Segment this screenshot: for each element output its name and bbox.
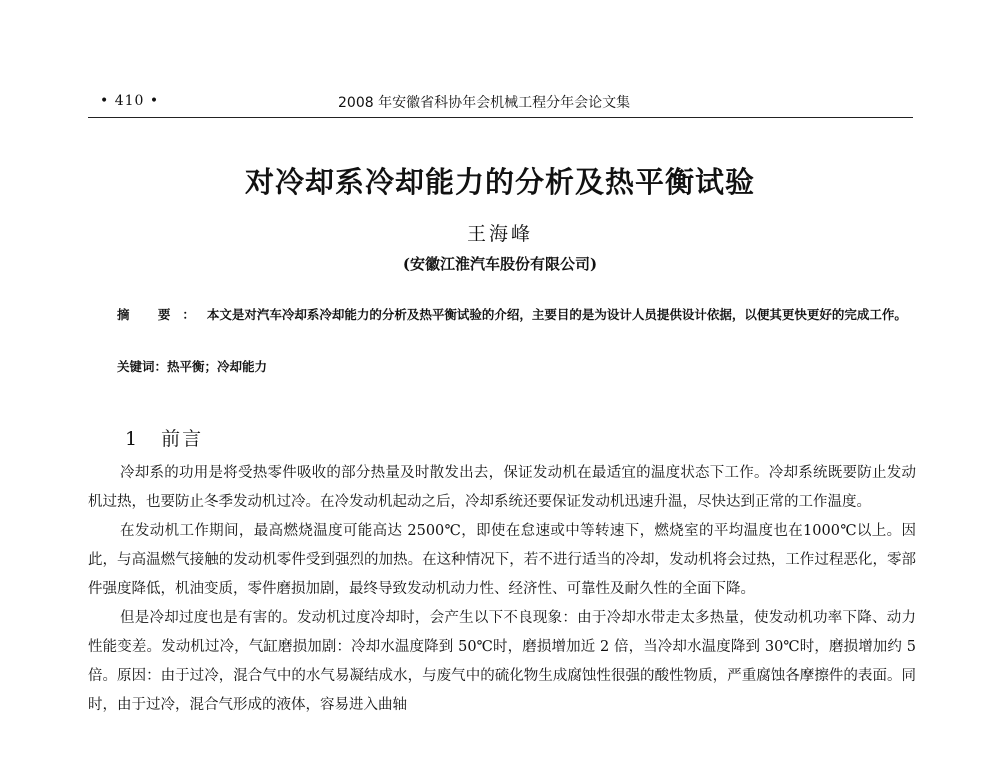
section-heading: [125, 424, 203, 451]
section-title: 前言: [161, 428, 204, 450]
abstract-text: 本文是对汽车冷却系冷却能力的分析及热平衡试验的介绍，主要目的是为设计人员提供设计依据，以便其更快更好的完成工作。: [206, 307, 907, 322]
section-number: 1: [125, 428, 140, 450]
paragraph: 但是冷却过度也是有害的。发动机过度冷却时，会产生以下不良现象：由于冷却水带走太多热量，使发动机功率下降、动力性能变差。发动机过冷，气缸磨损加剧：冷却水温度降到 50℃时，磨损增加近 2 倍，当冷却水温度降到 30℃时，磨损增加约 5 倍。原因：由于过冷，混合气中的水气易凝结成水，与废气中的硫化物生成腐蚀性很强的酸性物质，严重腐蚀各摩擦件的表面。同时，由于过冷，混合气形成的液体，容易进入曲轴: [88, 610, 916, 713]
keywords-text: 热平衡；冷却能力: [167, 359, 268, 374]
keywords: [117, 357, 267, 375]
body-text: [88, 459, 916, 720]
author-affiliation: (安徽江淮汽车股份有限公司): [402, 255, 598, 273]
header-rule: [88, 117, 913, 118]
paper-title: 对冷却系冷却能力的分析及热平衡试验: [244, 165, 755, 199]
running-header: 2008 年安徽省科协年会机械工程分年会论文集: [338, 95, 631, 111]
paragraph: 冷却系的功用是将受热零件吸收的部分热量及时散发出去，保证发动机在最适宜的温度状态下工作。冷却系统既要防止发动机过热，也要防止冬季发动机过冷。在冷发动机起动之后，冷却系统还要保证发动机迅速升温，尽快达到正常的工作温度。: [88, 465, 916, 510]
abstract: [88, 302, 916, 327]
paragraph: 在发动机工作期间，最高燃烧温度可能高达 2500℃，即使在怠速或中等转速下，燃烧室的平均温度也在1000℃以上。因此，与高温燃气接触的发动机零件受到强烈的加热。在这种情况下，若不进行适当的冷却，发动机将会过热，工作过程恶化，零部件强度降低，机油变质，零件磨损加剧，最终导致发动机动力性、经济性、可靠性及耐久性的全面下降。: [88, 523, 916, 597]
abstract-label: 摘 要：: [117, 307, 207, 322]
author-name: 王海峰: [466, 223, 533, 245]
page-number: • 410 •: [100, 93, 160, 109]
keywords-label: 关键词：: [117, 359, 168, 374]
